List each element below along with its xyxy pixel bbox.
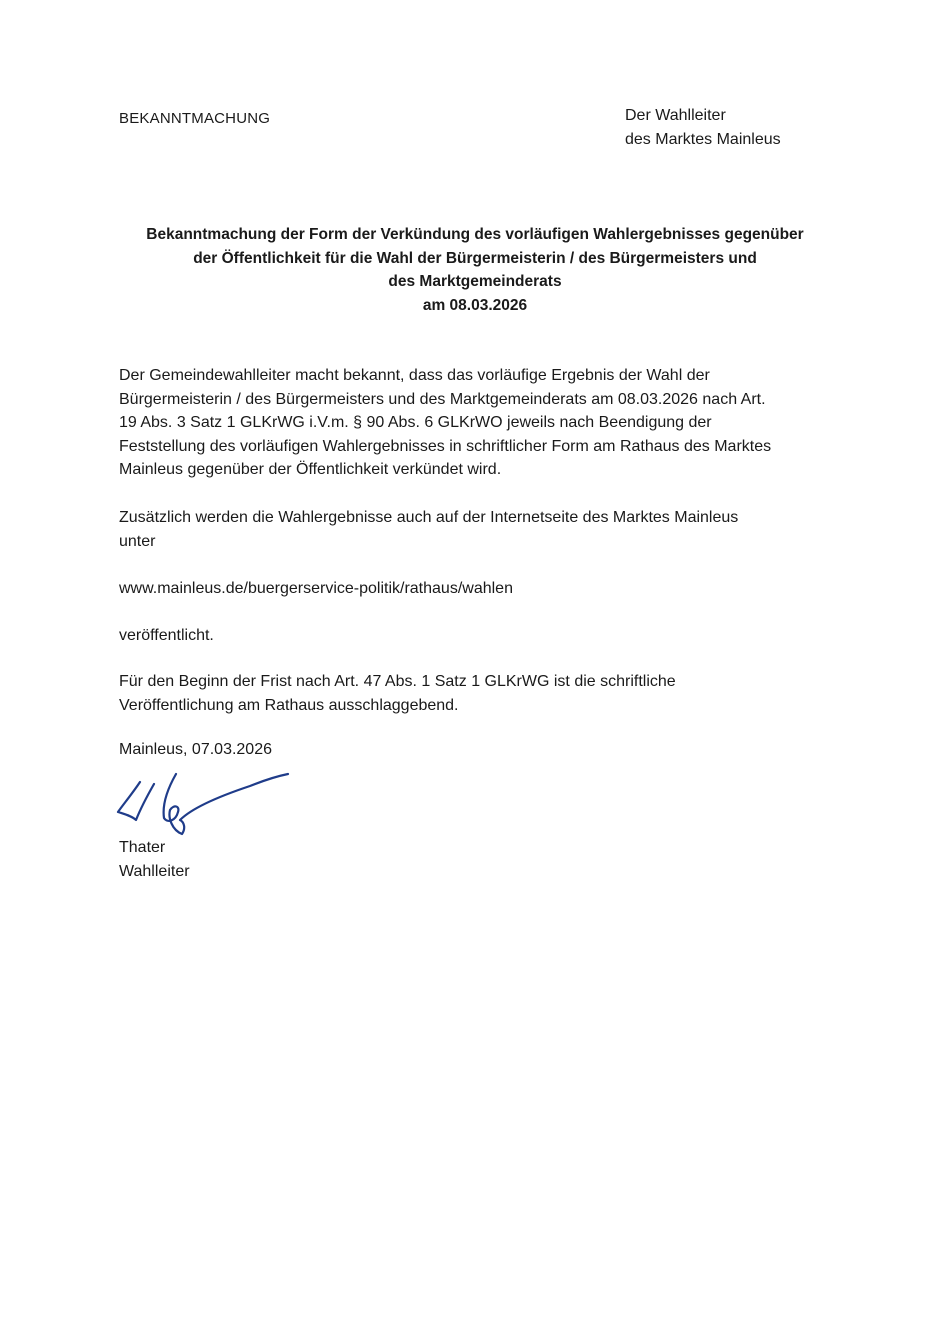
- paragraph-line: Bürgermeisterin / des Bürgermeisters und des Marktgemeinderats am 08.03.2026 nach Art.: [119, 390, 766, 408]
- signer-block: [119, 836, 190, 884]
- paragraph-line: Für den Beginn der Frist nach Art. 47 Abs. 1 Satz 1 GLKrWG ist die schriftliche: [119, 673, 676, 690]
- title-line: Bekanntmachung der Form der Verkündung des vorläufigen Wahlergebnisses gegenüber: [146, 226, 804, 243]
- issuer-block: [625, 104, 781, 152]
- website-paragraph: [119, 506, 839, 553]
- signature-image: [110, 760, 300, 842]
- published-text: veröffentlicht.: [119, 627, 214, 644]
- place-and-date: Mainleus, 07.03.2026: [119, 741, 272, 758]
- paragraph-line: Der Gemeindewahlleiter macht bekannt, dass das vorläufige Ergebnis der Wahl der: [119, 367, 710, 384]
- document-type-label: BEKANNTMACHUNG: [119, 110, 271, 127]
- signer-name: Thater: [119, 839, 166, 856]
- signer-role: Wahlleiter: [119, 863, 190, 880]
- document-title: [100, 223, 850, 317]
- deadline-paragraph: [119, 670, 839, 717]
- title-line: des Marktgemeinderats: [388, 273, 562, 290]
- paragraph-line: Veröffentlichung am Rathaus ausschlaggebend.: [119, 696, 459, 714]
- paragraph-line: Feststellung des vorläufigen Wahlergebnisses in schriftlicher Form am Rathaus des Marktes: [119, 437, 772, 455]
- paragraph-line: 19 Abs. 3 Satz 1 GLKrWG i.V.m. § 90 Abs. 6 GLKrWO jeweils nach Beendigung der: [119, 414, 712, 431]
- paragraph-line: Zusätzlich werden die Wahlergebnisse auch auf der Internetseite des Marktes Mainleus: [119, 509, 739, 526]
- website-url: www.mainleus.de/buergerservice-politik/rathaus/wahlen: [119, 580, 513, 597]
- title-line: der Öffentlichkeit für die Wahl der Bürgermeisterin / des Bürgermeisters und: [193, 249, 757, 267]
- title-line: am 08.03.2026: [422, 296, 528, 314]
- issuer-line: Der Wahlleiter: [625, 107, 726, 124]
- announcement-paragraph: [119, 364, 839, 482]
- paragraph-line: unter: [119, 532, 156, 550]
- paragraph-line: Mainleus gegenüber der Öffentlichkeit verkündet wird.: [119, 461, 502, 478]
- issuer-line: des Marktes Mainleus: [625, 131, 781, 148]
